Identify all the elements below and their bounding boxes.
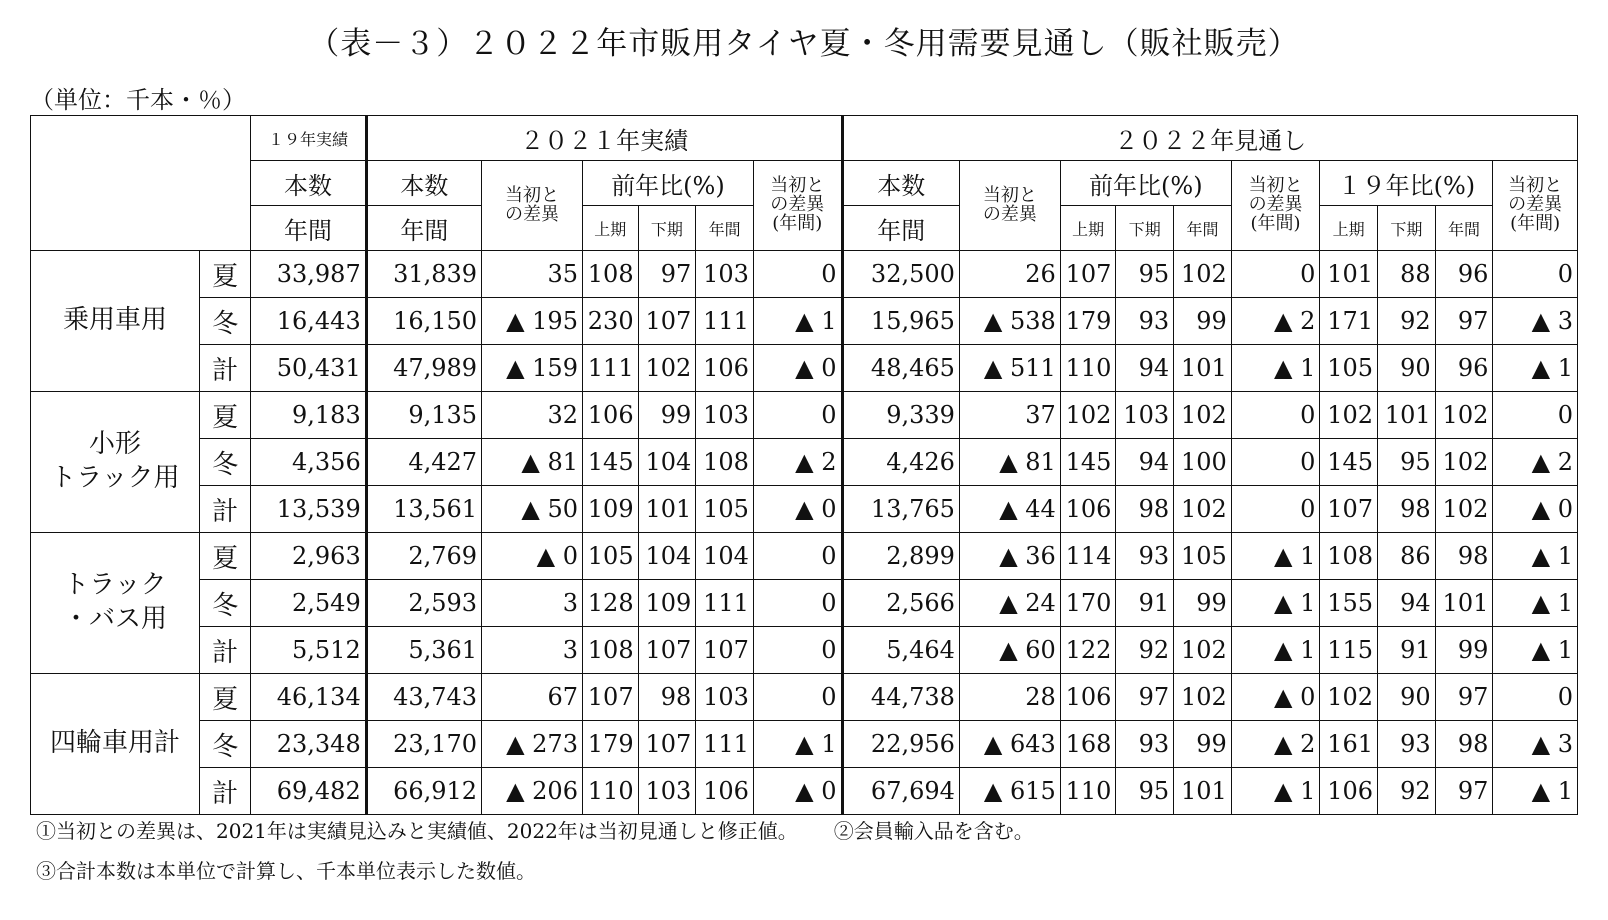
table-cell: 102 [1174, 486, 1232, 533]
table-cell: 28 [959, 674, 1060, 721]
table-row [31, 721, 1578, 768]
table-cell: 104 [638, 533, 696, 580]
header-annual-2021: 年間 [366, 206, 481, 251]
corner-cell [31, 116, 251, 251]
table-cell: 9,339 [842, 392, 959, 439]
table-cell: ▲ 50 [482, 486, 583, 533]
footnote-1: ①当初との差異は、2021年は実績見込みと実績値、2022年は当初見通しと修正値。 [36, 819, 798, 843]
table-cell: 102 [1174, 674, 1232, 721]
table-cell: 101 [1174, 768, 1232, 815]
table-cell: 170 [1060, 580, 1116, 627]
table-cell: 105 [696, 486, 754, 533]
table-cell: ▲ 511 [959, 345, 1060, 392]
table-row [31, 768, 1578, 815]
table-cell: ▲ 3 [1493, 721, 1578, 768]
table-cell: ▲ 0 [482, 533, 583, 580]
category-label [31, 251, 200, 392]
table-cell: 110 [1060, 345, 1116, 392]
table-cell: 109 [638, 580, 696, 627]
table-cell: 145 [1320, 439, 1378, 486]
table-cell: 171 [1320, 298, 1378, 345]
table-row [31, 674, 1578, 721]
table-cell: ▲ 1 [1493, 345, 1578, 392]
table-cell: 102 [1174, 627, 1232, 674]
header-h1-vs19: 上期 [1320, 206, 1378, 251]
category-label [31, 533, 200, 674]
category-label-line2: トラック用 [50, 463, 180, 493]
table-cell: 106 [1060, 674, 1116, 721]
table-cell: ▲ 2 [1231, 298, 1320, 345]
table-cell: 103 [638, 768, 696, 815]
table-cell: 103 [696, 674, 754, 721]
table-title: （表－３）２０２２年市販用タイヤ夏・冬用需要見通し（販社販売） [308, 26, 1300, 62]
table-cell: 106 [696, 768, 754, 815]
table-cell: 97 [1435, 674, 1493, 721]
header-h1-2021: 上期 [582, 206, 638, 251]
table-cell: 145 [582, 439, 638, 486]
table-cell: 98 [1435, 721, 1493, 768]
table-cell: 90 [1378, 674, 1436, 721]
table-body [31, 251, 1578, 815]
table-cell: ▲ 3 [1493, 298, 1578, 345]
table-cell: 95 [1116, 768, 1174, 815]
category-label-line1: 四輪車用計 [49, 728, 180, 759]
table-cell: 44,738 [842, 674, 959, 721]
table-cell: 101 [1320, 251, 1378, 298]
table-cell: 0 [1231, 251, 1320, 298]
table-cell: ▲ 1 [1231, 768, 1320, 815]
diff-label-line3: (年間) [772, 212, 823, 234]
table-cell: 23,170 [366, 721, 481, 768]
table-cell: ▲ 206 [482, 768, 583, 815]
table-cell: 4,426 [842, 439, 959, 486]
category-label-line1: 乗用車用 [62, 305, 167, 336]
table-cell: 105 [1320, 345, 1378, 392]
table-cell: 48,465 [842, 345, 959, 392]
header-yr-2021: 年間 [696, 206, 754, 251]
table-cell: 97 [1435, 298, 1493, 345]
table-cell: 107 [638, 298, 696, 345]
table-cell: 35 [482, 251, 583, 298]
table-cell: ▲ 1 [1493, 768, 1578, 815]
table-cell: ▲ 0 [753, 345, 842, 392]
table-cell: ▲ 1 [1493, 580, 1578, 627]
table-cell: 107 [582, 674, 638, 721]
season-label: 夏 [199, 392, 250, 439]
table-cell: 111 [696, 721, 754, 768]
table-cell: 46,134 [251, 674, 366, 721]
table-cell: 99 [1435, 627, 1493, 674]
season-label: 計 [199, 345, 250, 392]
table-cell: 101 [638, 486, 696, 533]
table-cell: 179 [1060, 298, 1116, 345]
table-cell: ▲ 2 [1493, 439, 1578, 486]
footnote-2: ②会員輸入品を含む。 [833, 819, 1034, 843]
table-cell: ▲ 1 [1493, 533, 1578, 580]
diff-label-line1: 当初と [505, 184, 560, 206]
table-cell: ▲ 159 [482, 345, 583, 392]
table-row [31, 533, 1578, 580]
season-label: 計 [199, 486, 250, 533]
table-cell: 107 [1320, 486, 1378, 533]
table-cell: 5,512 [251, 627, 366, 674]
table-cell: ▲ 0 [1231, 674, 1320, 721]
table-cell: 114 [1060, 533, 1116, 580]
table-cell: 98 [1435, 533, 1493, 580]
table-cell: 108 [582, 627, 638, 674]
table-cell: 102 [1174, 251, 1232, 298]
table-cell: 23,348 [251, 721, 366, 768]
table-cell: 106 [582, 392, 638, 439]
diff-label-line2: の差異 [505, 203, 560, 225]
table-cell: 106 [696, 345, 754, 392]
table-cell: 37 [959, 392, 1060, 439]
table-cell: 92 [1378, 768, 1436, 815]
table-cell: 230 [582, 298, 638, 345]
table-cell: 13,539 [251, 486, 366, 533]
table-cell: 97 [1435, 768, 1493, 815]
table-row [31, 298, 1578, 345]
table-cell: ▲ 643 [959, 721, 1060, 768]
table-cell: 102 [1174, 392, 1232, 439]
table-cell: ▲ 81 [959, 439, 1060, 486]
table-cell: 111 [696, 580, 754, 627]
table-cell: ▲ 1 [1231, 580, 1320, 627]
season-label: 冬 [199, 298, 250, 345]
table-cell: 101 [1378, 392, 1436, 439]
table-cell: 103 [696, 392, 754, 439]
table-cell: 111 [582, 345, 638, 392]
table-cell: 31,839 [366, 251, 481, 298]
header-h1-2022: 上期 [1060, 206, 1116, 251]
table-cell: ▲ 2 [1231, 721, 1320, 768]
header-annual-2022: 年間 [842, 206, 959, 251]
table-cell: 102 [1320, 674, 1378, 721]
table-row [31, 627, 1578, 674]
table-row [31, 580, 1578, 627]
table-cell: 5,464 [842, 627, 959, 674]
season-label: 冬 [199, 721, 250, 768]
season-label: 冬 [199, 439, 250, 486]
footnotes-line1 [36, 815, 1034, 844]
table-cell: 2,963 [251, 533, 366, 580]
table-cell: 155 [1320, 580, 1378, 627]
table-cell: ▲ 273 [482, 721, 583, 768]
table-cell: 101 [1174, 345, 1232, 392]
table-cell: 94 [1378, 580, 1436, 627]
header-vs19: １９年比(%) [1320, 161, 1493, 206]
table-cell: ▲ 2 [753, 439, 842, 486]
demand-table [30, 115, 1578, 815]
table-row [31, 251, 1578, 298]
table-cell: ▲ 1 [1231, 345, 1320, 392]
header-yoy-2022: 前年比(%) [1060, 161, 1231, 206]
table-cell: 161 [1320, 721, 1378, 768]
table-cell: 99 [1174, 721, 1232, 768]
table-cell: 128 [582, 580, 638, 627]
table-cell: 104 [638, 439, 696, 486]
table-cell: 0 [753, 251, 842, 298]
table-cell: 9,135 [366, 392, 481, 439]
table-row [31, 392, 1578, 439]
table-cell: 93 [1116, 721, 1174, 768]
table-cell: 0 [753, 580, 842, 627]
diff-label-line2: の差異 [1248, 194, 1303, 216]
diff-label-line2: の差異 [1508, 194, 1563, 216]
table-cell: 93 [1116, 533, 1174, 580]
table-cell: 0 [753, 533, 842, 580]
table-cell: 108 [1320, 533, 1378, 580]
diff-label-line1: 当初と [1508, 175, 1563, 197]
table-cell: 101 [1435, 580, 1493, 627]
table-cell: 2,769 [366, 533, 481, 580]
table-cell: 91 [1116, 580, 1174, 627]
table-cell: 32 [482, 392, 583, 439]
table-cell: 50,431 [251, 345, 366, 392]
table-cell: 32,500 [842, 251, 959, 298]
header-diff-annual-vs19 [1493, 161, 1578, 251]
table-cell: 98 [638, 674, 696, 721]
header-annual-19: 年間 [251, 206, 366, 251]
table-cell: 90 [1378, 345, 1436, 392]
category-label [31, 392, 200, 533]
table-cell: 22,956 [842, 721, 959, 768]
table-cell: 107 [696, 627, 754, 674]
footnote-3: ③合計本数は本単位で計算し、千本単位表示した数値。 [36, 859, 536, 883]
table-cell: 95 [1116, 251, 1174, 298]
header-2021-actual: ２０２１年実績 [366, 116, 842, 161]
table-cell: 97 [1116, 674, 1174, 721]
table-cell: 100 [1174, 439, 1232, 486]
diff-label-line3: (年間) [1250, 212, 1301, 234]
table-cell: ▲ 1 [1231, 627, 1320, 674]
diff-label-line3: (年間) [1510, 212, 1561, 234]
header-2022-forecast: ２０２２年見通し [842, 116, 1578, 161]
table-cell: 102 [638, 345, 696, 392]
table-cell: 98 [1378, 486, 1436, 533]
table-cell: 103 [696, 251, 754, 298]
header-h2-2022: 下期 [1116, 206, 1174, 251]
category-label-line1: トラック [63, 570, 167, 601]
table-cell: ▲ 44 [959, 486, 1060, 533]
table-cell: 102 [1320, 392, 1378, 439]
diff-label-line1: 当初と [982, 184, 1037, 206]
table-cell: 94 [1116, 439, 1174, 486]
table-cell: 102 [1435, 392, 1493, 439]
table-cell: ▲ 1 [1493, 627, 1578, 674]
table-cell: 98 [1116, 486, 1174, 533]
table-cell: 115 [1320, 627, 1378, 674]
table-cell: 4,427 [366, 439, 481, 486]
header-count-2022: 本数 [842, 161, 959, 206]
table-cell: 0 [1231, 392, 1320, 439]
table-cell: 3 [482, 627, 583, 674]
table-cell: 105 [1174, 533, 1232, 580]
table-cell: ▲ 24 [959, 580, 1060, 627]
table-cell: 103 [1116, 392, 1174, 439]
table-cell: 0 [1493, 392, 1578, 439]
table-cell: 5,361 [366, 627, 481, 674]
table-cell: 26 [959, 251, 1060, 298]
table-cell: 94 [1116, 345, 1174, 392]
table-cell: ▲ 0 [1493, 486, 1578, 533]
table-cell: 67 [482, 674, 583, 721]
category-label [31, 674, 200, 815]
season-label: 計 [199, 768, 250, 815]
table-cell: 67,694 [842, 768, 959, 815]
header-yr-vs19: 年間 [1435, 206, 1493, 251]
table-cell: 2,566 [842, 580, 959, 627]
table-cell: ▲ 1 [1231, 533, 1320, 580]
table-row [31, 345, 1578, 392]
header-diff-annual-2021 [753, 161, 842, 251]
table-cell: 2,549 [251, 580, 366, 627]
table-cell: 102 [1060, 392, 1116, 439]
table-cell: 4,356 [251, 439, 366, 486]
header-h2-vs19: 下期 [1378, 206, 1436, 251]
table-cell: 93 [1378, 721, 1436, 768]
table-cell: 0 [1231, 439, 1320, 486]
table-cell: 99 [1174, 298, 1232, 345]
table-cell: ▲ 538 [959, 298, 1060, 345]
season-label: 計 [199, 627, 250, 674]
table-cell: 102 [1435, 439, 1493, 486]
table-cell: 96 [1435, 345, 1493, 392]
table-cell: 2,899 [842, 533, 959, 580]
table-cell: 0 [1493, 674, 1578, 721]
table-cell: 0 [1493, 251, 1578, 298]
header-diff-2022 [959, 161, 1060, 251]
table-cell: 93 [1116, 298, 1174, 345]
table-cell: 0 [753, 627, 842, 674]
table-cell: 69,482 [251, 768, 366, 815]
table-cell: 2,593 [366, 580, 481, 627]
table-row [31, 486, 1578, 533]
table-cell: 111 [696, 298, 754, 345]
table-cell: ▲ 1 [753, 298, 842, 345]
season-label: 冬 [199, 580, 250, 627]
diff-label-line1: 当初と [1248, 175, 1303, 197]
table-cell: 43,743 [366, 674, 481, 721]
table-cell: 0 [753, 392, 842, 439]
table-cell: 16,443 [251, 298, 366, 345]
table-cell: 145 [1060, 439, 1116, 486]
table-cell: 47,989 [366, 345, 481, 392]
header-yoy-2021: 前年比(%) [582, 161, 753, 206]
table-cell: ▲ 60 [959, 627, 1060, 674]
table-cell: 102 [1435, 486, 1493, 533]
table-cell: 92 [1378, 298, 1436, 345]
header-count-2021: 本数 [366, 161, 481, 206]
table-cell: ▲ 195 [482, 298, 583, 345]
table-cell: ▲ 1 [753, 721, 842, 768]
diff-label-line2: の差異 [770, 194, 825, 216]
table-cell: ▲ 0 [753, 486, 842, 533]
diff-label-line2: の差異 [982, 203, 1037, 225]
table-cell: 16,150 [366, 298, 481, 345]
table-cell: 86 [1378, 533, 1436, 580]
table-cell: 107 [638, 721, 696, 768]
table-cell: ▲ 0 [753, 768, 842, 815]
table-row [31, 439, 1578, 486]
table-cell: ▲ 615 [959, 768, 1060, 815]
table-cell: 9,183 [251, 392, 366, 439]
table-cell: 108 [582, 251, 638, 298]
table-cell: 99 [1174, 580, 1232, 627]
table-cell: 95 [1378, 439, 1436, 486]
table-cell: 13,765 [842, 486, 959, 533]
header-yr-2022: 年間 [1174, 206, 1232, 251]
header-count-19: 本数 [251, 161, 366, 206]
table-cell: 66,912 [366, 768, 481, 815]
table-cell: 97 [638, 251, 696, 298]
table-cell: 106 [1320, 768, 1378, 815]
table-cell: 110 [1060, 768, 1116, 815]
season-label: 夏 [199, 251, 250, 298]
table-cell: 109 [582, 486, 638, 533]
table-cell: 13,561 [366, 486, 481, 533]
table-cell: 104 [696, 533, 754, 580]
table-cell: 88 [1378, 251, 1436, 298]
table-cell: 33,987 [251, 251, 366, 298]
table-cell: 122 [1060, 627, 1116, 674]
table-cell: 99 [638, 392, 696, 439]
header-diff-annual-2022 [1231, 161, 1320, 251]
table-cell: 106 [1060, 486, 1116, 533]
table-cell: 168 [1060, 721, 1116, 768]
header-h2-2021: 下期 [638, 206, 696, 251]
table-cell: 3 [482, 580, 583, 627]
table-cell: 107 [638, 627, 696, 674]
table-cell: 110 [582, 768, 638, 815]
table-cell: 92 [1116, 627, 1174, 674]
header-diff-2021 [482, 161, 583, 251]
table-cell: 91 [1378, 627, 1436, 674]
unit-label: （単位：千本・％） [30, 86, 246, 114]
table-cell: ▲ 81 [482, 439, 583, 486]
season-label: 夏 [199, 533, 250, 580]
category-label-line1: 小形 [88, 429, 141, 460]
season-label: 夏 [199, 674, 250, 721]
table-cell: 0 [1231, 486, 1320, 533]
table-cell: 105 [582, 533, 638, 580]
table-cell: 107 [1060, 251, 1116, 298]
table-cell: 0 [753, 674, 842, 721]
table-cell: 15,965 [842, 298, 959, 345]
diff-label-line1: 当初と [770, 175, 825, 197]
header-19-actual: １９年実績 [251, 116, 366, 161]
category-label-line2: ・バス用 [62, 604, 167, 634]
table-cell: ▲ 36 [959, 533, 1060, 580]
table-cell: 108 [696, 439, 754, 486]
table-cell: 179 [582, 721, 638, 768]
table-cell: 96 [1435, 251, 1493, 298]
